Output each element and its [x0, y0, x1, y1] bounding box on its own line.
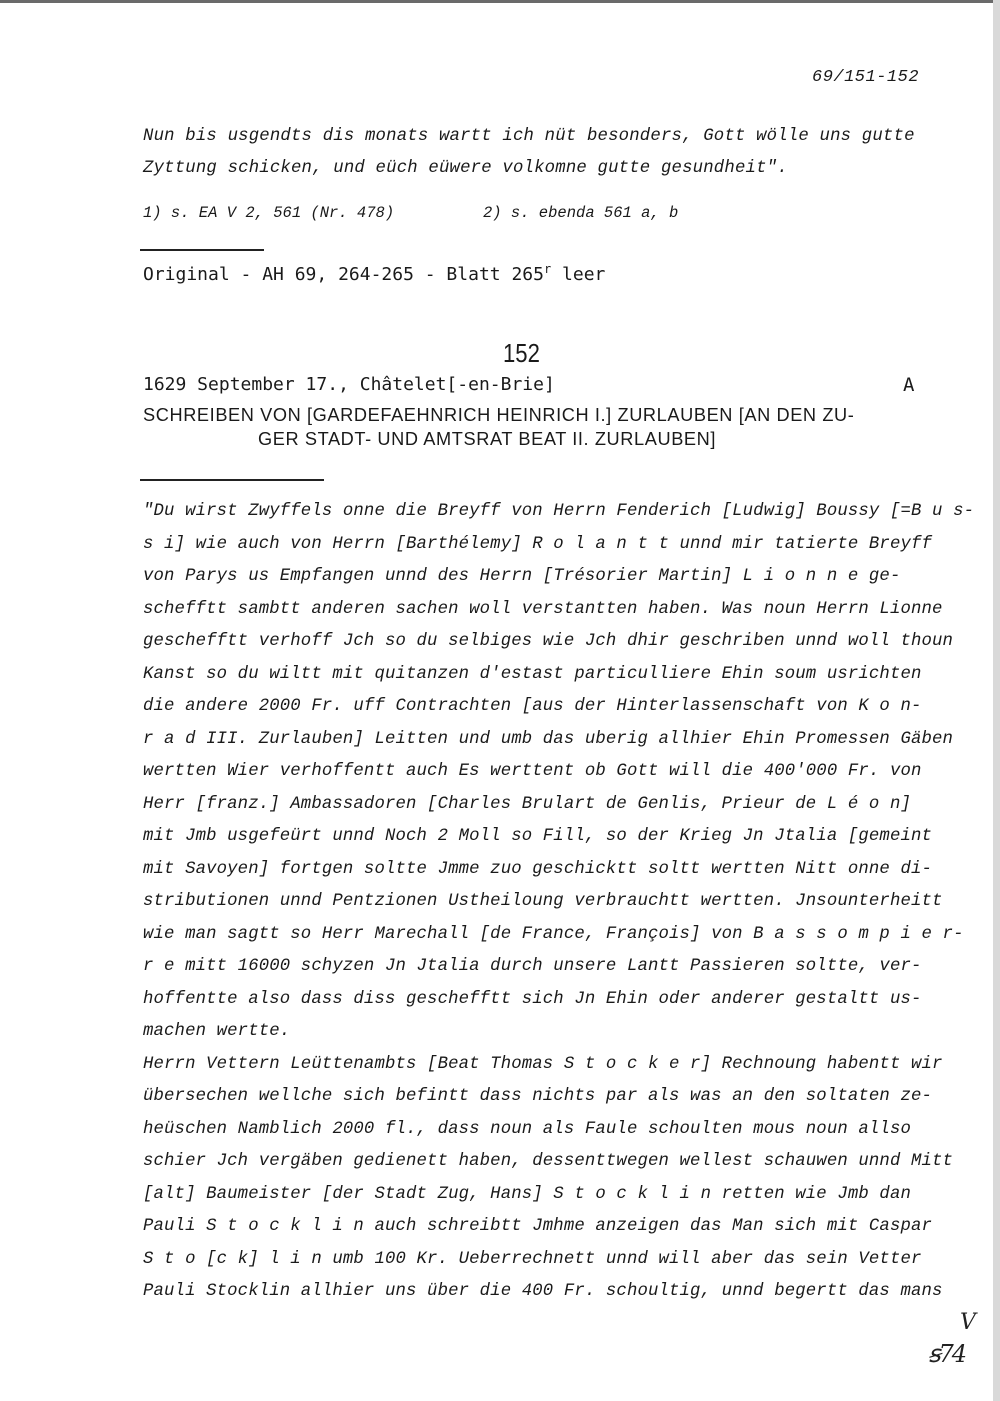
body-line: Pauli S t o c k l i n auch schreibtt Jmhme anzeigen das Man sich mit Caspar	[143, 1217, 933, 1236]
footnote-2: 2) s. ebenda 561 a, b	[483, 204, 679, 222]
intro-line: Nun bis usgendts dis monats wartt ich nüt besonders, Gott wölle uns gutte	[143, 127, 915, 146]
body-line: die andere 2000 Fr. uff Contrachten [aus der Hinterlassenschaft von K o n-	[143, 697, 922, 716]
body-line: r e mitt 16000 schyzen Jn Jtalia durch unsere Lantt Passieren soltte, ver-	[143, 957, 922, 976]
original-source-text: Original - AH 69, 264-265 - Blatt 265	[143, 264, 544, 285]
body-line: "Du wirst Zwyffels onne die Breyff von Herrn Fenderich [Ludwig] Boussy [=B u s-	[143, 502, 975, 521]
body-line: machen wertte.	[143, 1022, 291, 1041]
body-line: mit Savoyen] fortgen soltte Jmme zuo geschicktt soltt wertten Nitt onne di-	[143, 859, 933, 879]
heading-divider	[140, 479, 324, 481]
heading-line-2: GER STADT- UND AMTSRAT BEAT II. ZURLAUBEN]	[258, 429, 717, 449]
body-line: Herrn Vettern Leüttenambts [Beat Thomas S t o c k e r] Rechnoung habentt wir	[143, 1054, 943, 1074]
body-line: wie man sagtt so Herr Marechall [de France, François] von B a s s o m p i e r-	[143, 924, 964, 944]
body-line: hoffentte also dass diss geschefftt sich Jn Ehin oder anderer gestaltt us-	[143, 989, 922, 1009]
original-source-superscript: r	[543, 262, 552, 276]
footnote-1: 1) s. EA V 2, 561 (Nr. 478)	[143, 204, 395, 222]
body-line: Pauli Stocklin allhier uns über die 400 Fr. schoultig, unnd begertt das mans	[143, 1282, 943, 1301]
body-line: stributionen unnd Pentzionen Ustheiloung verbrauchtt wertten. Jnsounterheitt	[143, 892, 943, 911]
body-line: mit Jmb usgefeürt unnd Noch 2 Moll so Fill, so der Krieg Jn Jtalia [gemeint	[143, 827, 933, 846]
body-line: schier Jch vergäben gedienett haben, dessenttwegen wellest schauwen unnd Mitt	[143, 1152, 954, 1171]
original-source-suffix: leer	[551, 264, 606, 285]
body-line: Herr [franz.] Ambassadoren [Charles Brulart de Genlis, Prieur de L é o n]	[143, 794, 911, 814]
body-line: von Parys us Empfangen unnd des Herrn [Trésorier Martin] L i o n n e ge-	[143, 567, 901, 586]
page-top-edge	[0, 0, 1000, 3]
type-mark: A	[903, 374, 915, 396]
body-line: [alt] Baumeister [der Stadt Zug, Hans] S t o c k l i n retten wie Jmb dan	[143, 1184, 911, 1204]
body-line: schefftt sambtt anderen sachen woll verstantten haben. Was noun Herrn Lionne	[143, 599, 943, 619]
page-right-edge	[993, 0, 1000, 1401]
body-line: S t o [c k] l i n umb 100 Kr. Ueberrechnett unnd will aber das sein Vetter	[143, 1249, 922, 1269]
body-line: s i] wie auch von Herrn [Barthélemy] R o l a n t t unnd mir tatierte Breyff	[143, 534, 933, 554]
body-line: geschefftt verhoff Jch so du selbiges wie Jch dhir geschriben unnd woll thoun	[143, 632, 954, 651]
document-number: 69/151-152	[812, 68, 920, 87]
body-line: übersechen wellche sich befintt dass nichts par als was an den soltaten ze-	[143, 1087, 933, 1106]
footnote-divider	[140, 249, 264, 251]
body-line: heüschen Namblich 2000 fl., dass noun als Faule schoulten mous noun allso	[143, 1119, 911, 1139]
date-place: 1629 September 17., Châtelet[-en-Brie]	[143, 374, 555, 395]
body-line: Kanst so du wiltt mit quitanzen d'estast particulliere Ehin soum usrichten	[143, 664, 922, 684]
document-entry-number: 152	[503, 338, 540, 368]
body-line: wertten Wier verhoffentt auch Es werttent ob Gott will die 400'000 Fr. von	[143, 762, 922, 781]
intro-line: Zyttung schicken, und eüch eüwere volkomne gutte gesundheit".	[143, 159, 788, 178]
handwritten-folio-number: ꞩ74	[928, 1340, 966, 1368]
handwritten-check-mark: V	[960, 1310, 976, 1335]
heading-line-1: SCHREIBEN VON [GARDEFAEHNRICH HEINRICH I.] ZURLAUBEN [AN DEN ZU-	[143, 405, 855, 425]
body-line: r a d III. Zurlauben] Leitten und umb das uberig allhier Ehin Promessen Gäben	[143, 729, 954, 749]
original-source-line	[143, 262, 605, 285]
